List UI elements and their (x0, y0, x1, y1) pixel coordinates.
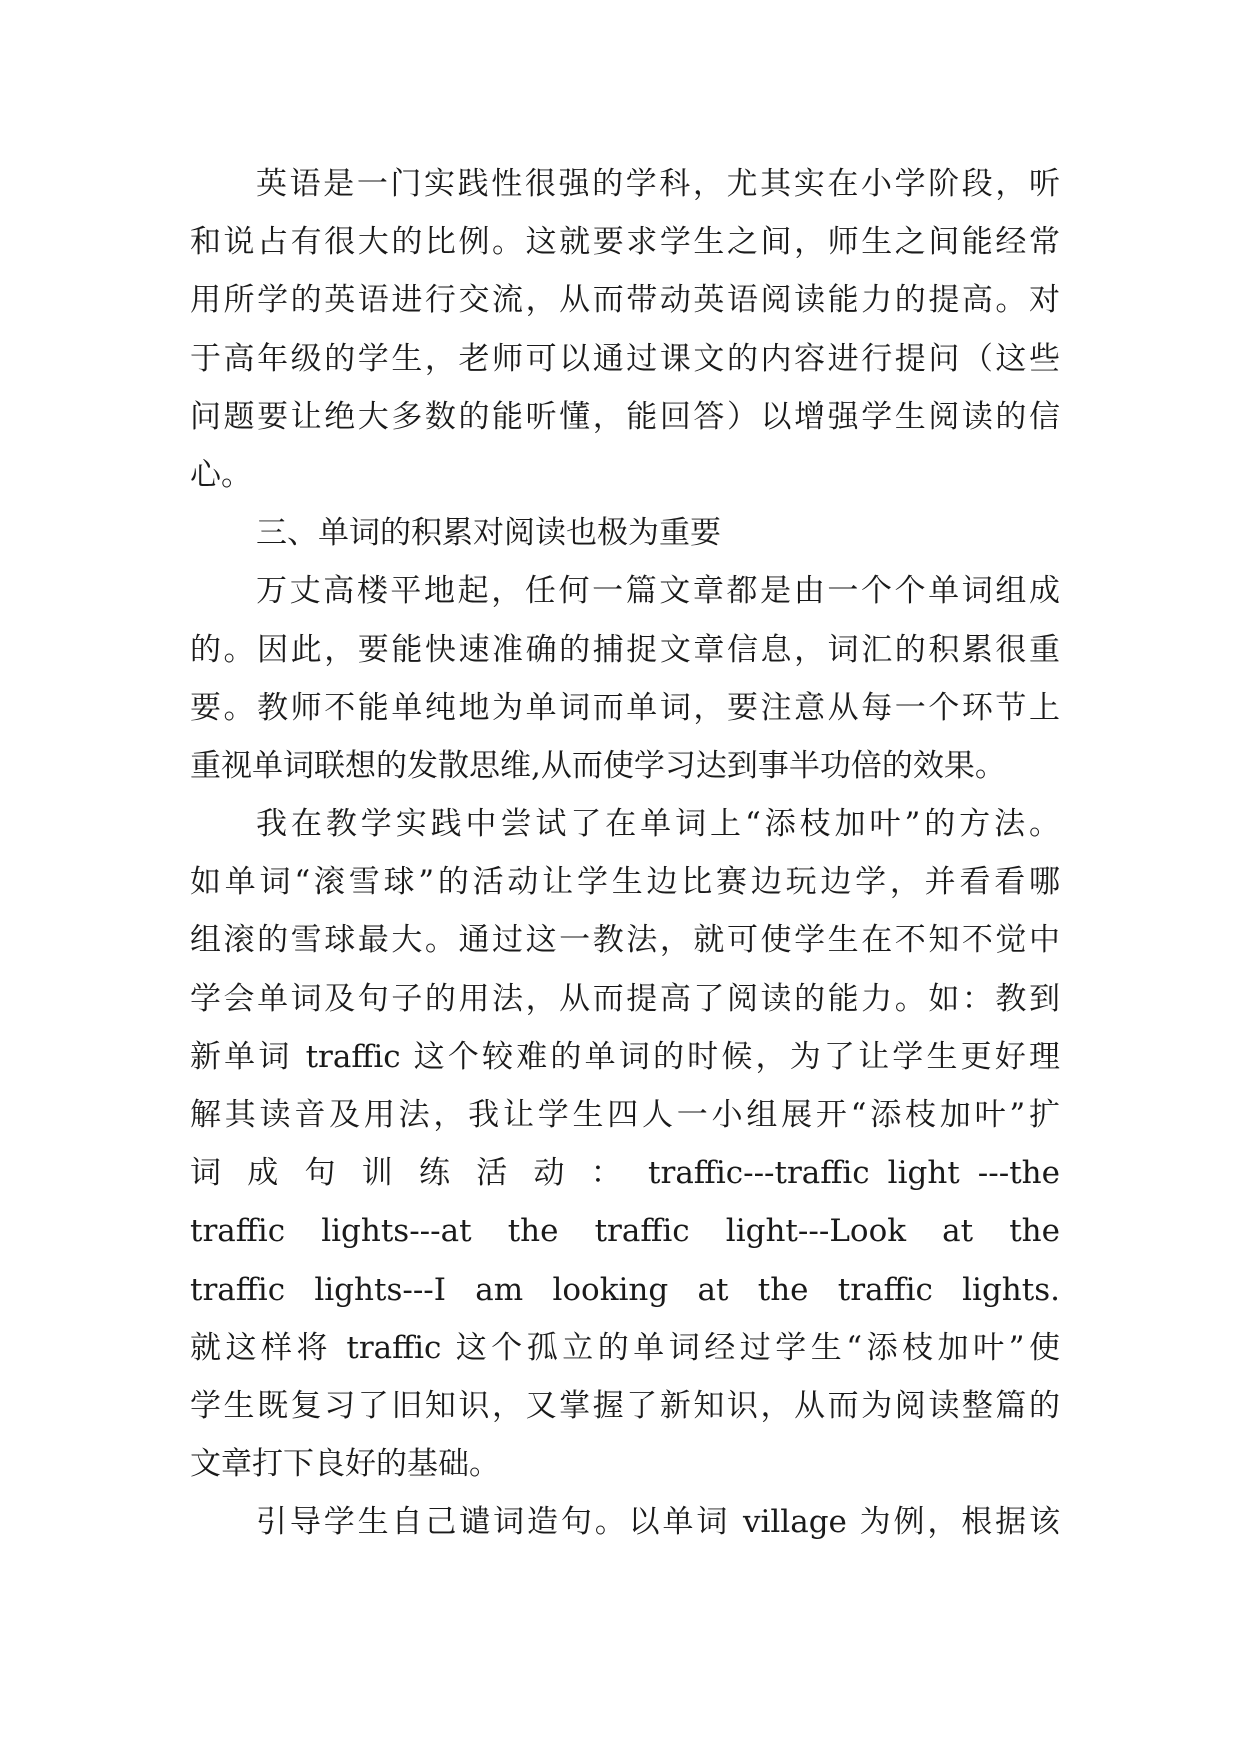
text-line: 解其读音及用法，我让学生四人一小组展开“添枝加叶”扩 (190, 1097, 1060, 1133)
text-line: 文章打下良好的基础。 (190, 1446, 500, 1483)
text-line: 重视单词联想的发散思维,从而使学习达到事半功倍的效果。 (190, 747, 1006, 784)
text-line: traffic lights---at the traffic light---Look at the (190, 1213, 1060, 1250)
text-line: 就这样将 traffic 这个孤立的单词经过学生“添枝加叶”使 (190, 1329, 1060, 1366)
text-line: 和说占有很大的比例。这就要求学生之间，师生之间能经常 (190, 224, 1060, 261)
body-text (190, 155, 1060, 1552)
text-line: 如单词“滚雪球”的活动让学生边比赛边玩边学，并看看哪 (190, 864, 1060, 901)
text-line: 学生既复习了旧知识，又掌握了新知识，从而为阅读整篇的 (190, 1387, 1060, 1424)
text-line: 心。 (190, 456, 252, 493)
text-line: 三、单词的积累对阅读也极为重要 (256, 515, 721, 552)
text-line: traffic lights---I am looking at the traffic lights. (190, 1271, 1060, 1308)
text-line: 要。教师不能单纯地为单词而单词，要注意从每一个环节上 (190, 689, 1060, 726)
text-line: 我在教学实践中尝试了在单词上“添枝加叶”的方法。 (256, 806, 1060, 843)
text-line: 词 成 句 训 练 活 动 ： traffic---traffic light ---the (190, 1155, 1060, 1192)
text-line: 的。因此，要能快速准确的捕捉文章信息，词汇的积累很重 (190, 631, 1060, 668)
text-line: 用所学的英语进行交流，从而带动英语阅读能力的提高。对 (190, 282, 1060, 319)
text-line: 于高年级的学生，老师可以通过课文的内容进行提问（这些 (190, 340, 1060, 377)
text-line: 新单词 traffic 这个较难的单词的时候，为了让学生更好理 (190, 1038, 1060, 1075)
text-line: 引导学生自己谴词造句。以单词 village 为例，根据该 (256, 1504, 1060, 1541)
text-line: 学会单词及句子的用法，从而提高了阅读的能力。如：教到 (190, 980, 1060, 1017)
text-line: 问题要让绝大多数的能听懂，能回答）以增强学生阅读的信 (190, 398, 1060, 435)
text-line: 英语是一门实践性很强的学科，尤其实在小学阶段，听 (256, 166, 1060, 202)
text-line: 组滚的雪球最大。通过这一教法，就可使学生在不知不觉中 (190, 922, 1060, 959)
text-line: 万丈高楼平地起，任何一篇文章都是由一个个单词组成 (256, 573, 1060, 610)
